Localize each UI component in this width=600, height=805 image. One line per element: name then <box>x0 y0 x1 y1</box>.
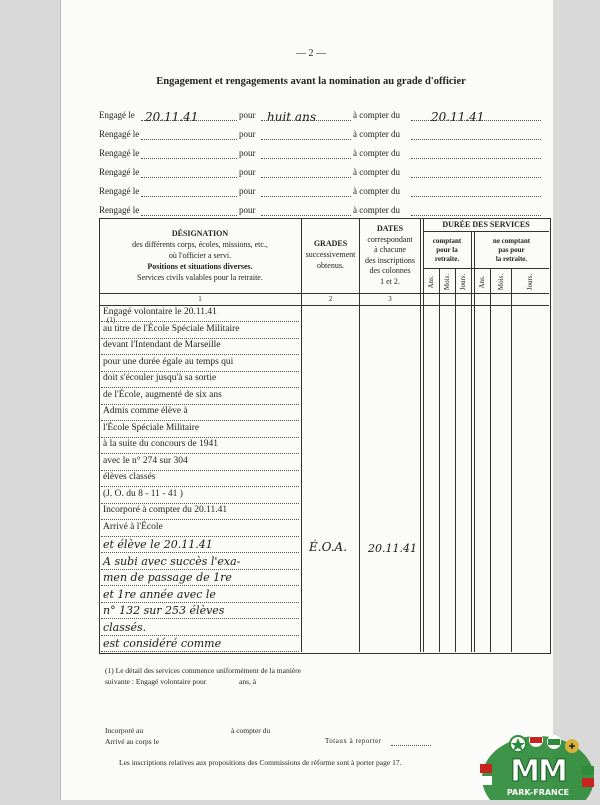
engagement-pour-label: pour <box>239 186 256 196</box>
engagement-pour-label: pour <box>239 205 256 215</box>
footer-arrive: Arrivé au corps le <box>105 737 159 746</box>
table-row-text: Engagé volontaire le 20.11.41 <box>103 307 217 317</box>
ne-comptant-header: ne comptant pas pour la retraite. <box>492 237 531 263</box>
table-row-text: A subi avec succès l'exa- <box>103 554 241 568</box>
engagement-compter-label: à compter du <box>353 205 400 215</box>
engagement-compter-value: 20.11.41 <box>431 110 485 124</box>
col2-header: GRADES successivement obtenus. <box>305 239 356 270</box>
row-rule <box>101 453 299 454</box>
col3-header: DATES correspondant à chacune des inscriptions des colonnes 1 et 2. <box>365 224 415 286</box>
col3-number: 3 <box>388 295 392 303</box>
engagement-label: Rengagé le <box>99 129 140 139</box>
unit-label: Jours. <box>526 273 534 291</box>
table-row-text: à la suite du concours de 1941 <box>103 439 219 449</box>
unit-label: Jours. <box>459 273 467 291</box>
col1-header: DÉSIGNATION des différents corps, écoles, missions, etc., où l'officier a servi. Positions et situations diverses. Services civils valables pour la retraite. <box>132 229 268 282</box>
engagement-compter-label: à compter du <box>353 167 400 177</box>
footer-incorpore: Incorporé au <box>105 726 144 735</box>
table-row-text: avec le n° 274 sur 304 <box>103 455 188 466</box>
row-rule <box>101 635 299 636</box>
row-rule <box>101 585 299 586</box>
logo-caption: PARK-FRANCE <box>506 788 570 797</box>
row-rule <box>101 651 299 652</box>
engagement-pour-label: pour <box>239 129 256 139</box>
svg-text:✚: ✚ <box>568 742 576 751</box>
table-row-text: l'École Spéciale Militaire <box>103 422 200 433</box>
footer-note: Les inscriptions relatives aux propositions des Commissions de réforme sont à porter page 17. <box>119 758 402 767</box>
col2-number: 2 <box>328 295 333 303</box>
footnote-marker: (1) <box>107 316 116 324</box>
mm-park-france-logo <box>478 728 596 800</box>
engagement-label: Rengagé le <box>99 205 140 215</box>
grade-entry: É.O.A. <box>309 540 348 554</box>
table-row-text: men de passage de 1re <box>103 571 232 584</box>
duree-header: DURÉE DES SERVICES <box>442 220 530 229</box>
row-rule <box>101 602 299 603</box>
row-rule <box>101 569 299 570</box>
row-rule <box>101 387 299 388</box>
row-rule <box>101 404 299 405</box>
comptant-header: comptant pour la retraite. <box>432 237 462 263</box>
document-page <box>60 0 553 800</box>
row-rule <box>101 503 299 504</box>
page-number: — 2 — <box>296 48 326 59</box>
engagement-compter-label: à compter du <box>353 110 400 120</box>
row-rule <box>101 420 299 421</box>
engagement-label: Engagé le <box>99 110 135 120</box>
engagement-pour-label: pour <box>239 110 256 120</box>
unit-label: Mois. <box>496 273 505 291</box>
row-rule <box>101 354 299 355</box>
row-rule <box>101 552 299 553</box>
engagement-label: Rengagé le <box>99 167 140 177</box>
row-rule <box>101 536 299 537</box>
table-row-text: n° 132 sur 253 élèves <box>103 604 225 617</box>
table-row-text: devant l'Intendant de Marseille <box>103 340 221 350</box>
unit-label: Ans. <box>427 275 435 289</box>
row-rule <box>101 371 299 372</box>
row-rule <box>101 618 299 619</box>
table-row-text: est considéré comme <box>103 637 222 650</box>
engagement-pour-label: pour <box>239 148 256 158</box>
col1-number: 1 <box>198 295 202 303</box>
table-row-text: classés. <box>103 620 147 634</box>
page-heading: Engagement et rengagements avant la nomination au grade d'officier <box>156 76 466 87</box>
table-row-text: élèves classés <box>103 472 156 482</box>
table-row-text: Incorporé à compter du 20.11.41 <box>103 505 228 515</box>
row-rule <box>101 437 299 438</box>
footer-totaux: Totaux à reporter <box>325 737 382 745</box>
unit-label: Ans. <box>478 275 486 289</box>
unit-label: Mois. <box>443 273 451 291</box>
table-row-text: pour une durée égale au temps qui <box>103 356 234 367</box>
footnote-line1: (1) Le détail des services commence uniformément de la manière <box>105 666 301 675</box>
logo-letters: MM <box>510 754 566 789</box>
footnote-line2: suivante : Engagé volontaire pour <box>105 677 207 686</box>
table-row-text: (J. O. du 8 - 11 - 41 ) <box>103 488 183 499</box>
engagement-pour-value: huit ans <box>267 110 316 124</box>
engagement-compter-label: à compter du <box>353 148 400 158</box>
row-rule <box>101 470 299 471</box>
table-row-text: de l'École, augmenté de six ans <box>103 389 222 400</box>
footnote-line2-mid: ans, à <box>239 677 257 686</box>
table-row-text: et élève le 20.11.41 <box>103 538 213 551</box>
row-rule <box>101 519 299 520</box>
engagement-date: 20.11.41 <box>145 110 199 124</box>
engagement-pour-label: pour <box>239 167 256 177</box>
engagement-compter-label: à compter du <box>353 129 400 139</box>
footer-compter: à compter du <box>231 726 271 735</box>
date-entry: 20.11.41 <box>368 542 417 555</box>
row-rule <box>101 321 299 322</box>
table-row-text: Arrivé à l'École <box>103 521 163 532</box>
row-rule <box>101 338 299 339</box>
table-row-text: Admis comme élève à <box>103 406 188 416</box>
table-row-text: doit s'écouler jusqu'à sa sortie <box>103 373 217 383</box>
row-rule <box>101 486 299 487</box>
table-row-text: au titre de l'École Spéciale Militaire <box>103 323 240 334</box>
engagement-label: Rengagé le <box>99 148 140 158</box>
engagement-label: Rengagé le <box>99 186 140 196</box>
table-row-text: et 1re année avec le <box>103 587 216 601</box>
engagement-compter-label: à compter du <box>353 186 400 196</box>
